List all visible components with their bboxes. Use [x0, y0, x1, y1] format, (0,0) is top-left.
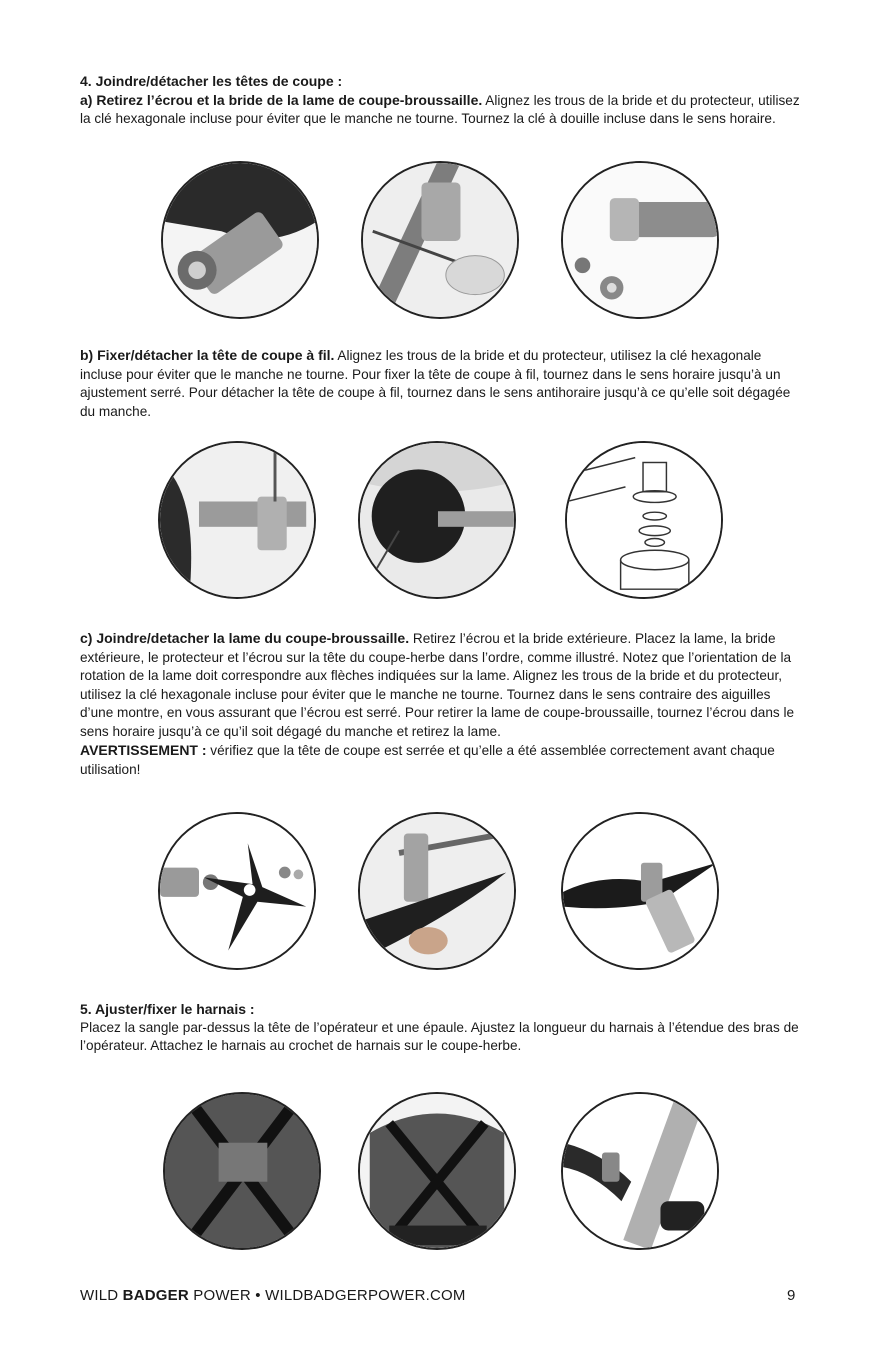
photo-row-4c: [0, 812, 881, 972]
photo-blade-mounted: [561, 812, 719, 970]
photo-harness-hook: [561, 1092, 719, 1250]
photo-wrench-alignment: [361, 161, 519, 319]
photo-blade-parts: [158, 812, 316, 970]
paragraph-4a-text: Alignez les trous de la bride et du protecteur, utilisez la clé hexagonale incluse pour éviter que le manche ne tourne. Tournez la clé à douille incluse dans le sens horaire.: [80, 92, 800, 126]
warning-lead: AVERTISSEMENT :: [80, 742, 207, 758]
footer-brand-start: WILD: [80, 1287, 123, 1304]
section-4-heading: 4. Joindre/détacher les têtes de coupe :: [80, 73, 343, 89]
photo-nut-removal: [161, 161, 319, 319]
photo-row-4b: [0, 441, 881, 601]
paragraph-4a-lead: a) Retirez l’écrou et la bride de la lame de coupe-broussaille.: [80, 91, 483, 108]
section-5: [80, 1000, 805, 1056]
paragraph-4c-text: Retirez l’écrou et la bride extérieure. Placez la lame, la bride extérieure, le protecteur et l’écrou sur la tête du coupe-herbe dans l’ordre, comme illustré. Notez que l’orientation de la rotation de la lame doit correspondre aux flèches indiquées sur la lame. Alignez les trous de la bride et du protecteur, utilisez la clé hexagonale incluse pour éviter que le manche ne tourne. Tournez dans le sens contraire des aiguilles d’une montre, en vous assurant que l’écrou est serré. Pour retirer la lame de coupe-broussaille, tournez l’écrou dans le sens horaire jusqu’à ce qu’il soit dégagé du manche et retirez la lame.: [80, 631, 795, 739]
warning-text: vérifiez que la tête de coupe est serrée et qu’elle a été assemblée correctement avant chaque utilisation!: [80, 743, 775, 777]
photo-harness-back: [358, 1092, 516, 1250]
section-4a: [80, 72, 805, 129]
warning-paragraph: [80, 741, 805, 779]
paragraph-4c-lead: c) Joindre/detacher la lame du coupe-broussaille.: [80, 630, 410, 646]
photo-harness-front: [163, 1092, 321, 1250]
section-4b: [80, 346, 805, 421]
section-5-heading: 5. Ajuster/fixer le harnais :: [80, 1001, 255, 1017]
footer-brand-end: POWER • WILDBADGERPOWER.COM: [188, 1287, 466, 1304]
photo-row-5: [0, 1092, 881, 1252]
page-number: 9: [787, 1287, 796, 1304]
photo-row-4a: [0, 161, 881, 321]
photo-parts-removed: [561, 161, 719, 319]
photo-blade-install: [358, 812, 516, 970]
photo-trimmer-head: [358, 441, 516, 599]
paragraph-4b-lead: b) Fixer/détacher la tête de coupe à fil.: [80, 347, 335, 363]
photo-shaft-head: [158, 441, 316, 599]
diagram-trimmer-head: [565, 441, 723, 599]
paragraph-4b: [80, 346, 805, 421]
paragraph-4a: [80, 91, 805, 129]
footer-brand: [80, 1287, 466, 1304]
paragraph-4b-text: Alignez les trous de la bride et du protecteur, utilisez la clé hexagonale incluse pour éviter que le manche ne tourne. Pour fixer la tête de coupe à fil, tournez dans le sens horaire jusqu’à un ajustement serré. Pour détacher la tête de coupe à fil, tournez dans le sens antihoraire jusqu’à ce qu’elle soit dégagée du manche.: [80, 348, 791, 419]
paragraph-5: Placez la sangle par-dessus la tête de l’opérateur et une épaule. Ajustez la longueur du harnais à l’étendue des bras de l’opérateur. Attachez le harnais au crochet de harnais sur le coupe-herbe.: [80, 1019, 799, 1053]
section-4c: [80, 629, 805, 779]
footer-brand-bold: BADGER: [122, 1287, 189, 1304]
paragraph-4c: [80, 629, 805, 741]
